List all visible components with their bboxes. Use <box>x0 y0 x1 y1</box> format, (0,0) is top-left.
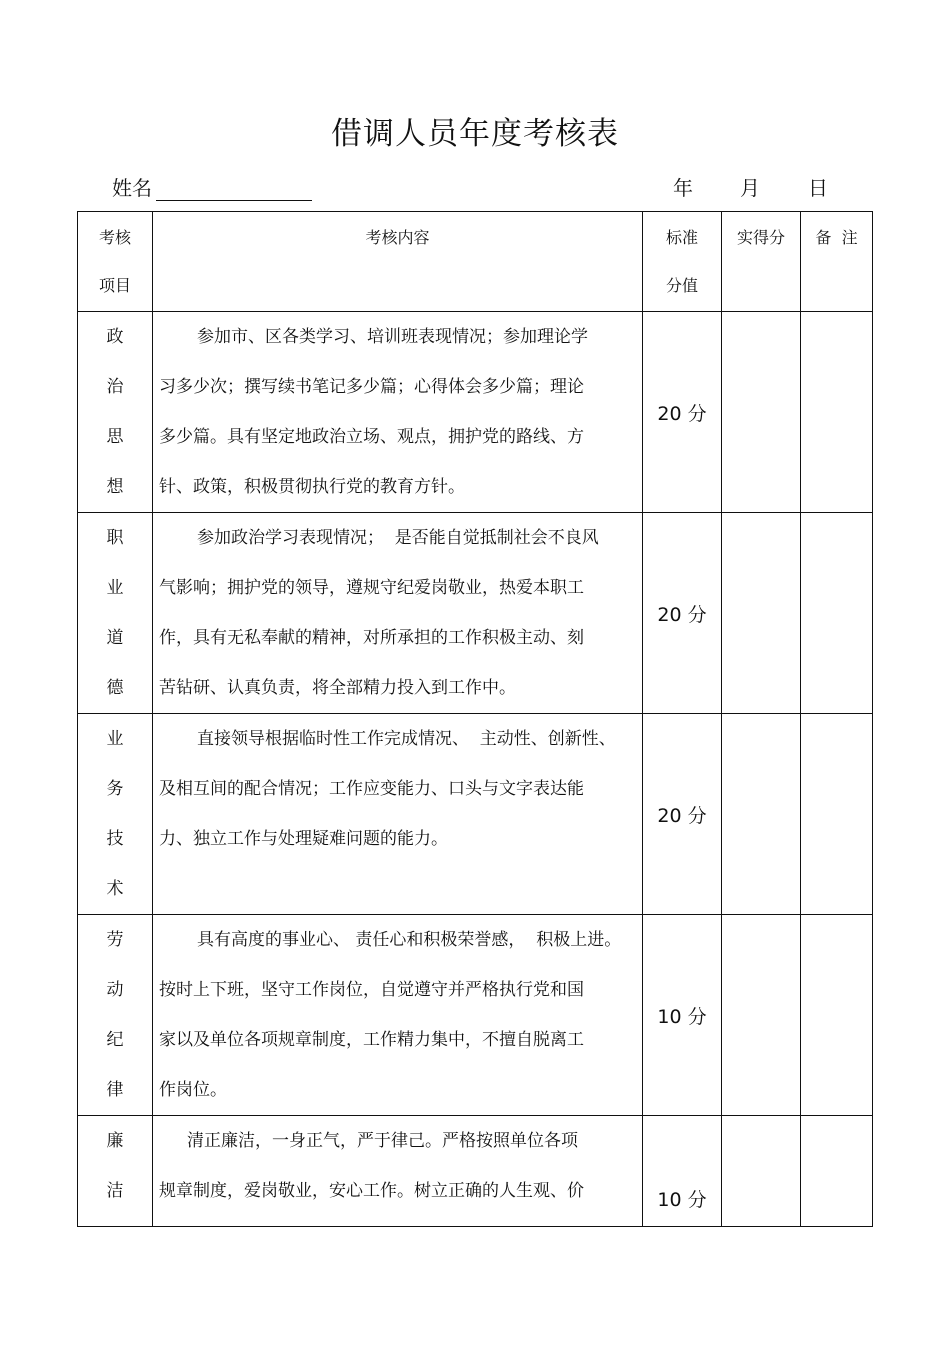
content-cell <box>153 915 643 1116</box>
category-char: 务 <box>106 779 124 799</box>
content-line: 规章制度，爱岗敬业，安心工作。树立正确的人生观、价 <box>159 1181 584 1201</box>
content-line: 具有高度的事业心、 责任心和积极荣誉感， 积极上进。 <box>197 930 622 950</box>
content-line: 力、独立工作与处理疑难问题的能力。 <box>159 829 448 849</box>
content-line: 作岗位。 <box>159 1080 227 1100</box>
content-line: 参加政治学习表现情况； 是否能自觉抵制社会不良风 <box>197 528 599 548</box>
category-char: 道 <box>106 628 124 648</box>
table-row <box>78 915 873 1116</box>
content-line: 苦钻研、认真负责，将全部精力投入到工作中。 <box>159 678 516 698</box>
category-char: 政 <box>106 327 124 347</box>
score-cell: 20 分 <box>643 312 722 513</box>
category-cell <box>78 513 153 714</box>
actual-score-cell[interactable] <box>722 714 801 915</box>
category-cell <box>78 312 153 513</box>
category-char: 职 <box>106 528 124 548</box>
content-line: 习多少次；撰写续书笔记多少篇；心得体会多少篇；理论 <box>159 377 584 397</box>
content-line: 家以及单位各项规章制度，工作精力集中，不擅自脱离工 <box>159 1030 584 1050</box>
category-char: 洁 <box>106 1181 124 1201</box>
category-char: 技 <box>106 829 124 849</box>
category-char: 劳 <box>106 930 124 950</box>
header-item-line2: 项目 <box>98 275 131 295</box>
actual-score-cell[interactable] <box>722 1116 801 1227</box>
name-underline <box>156 178 312 201</box>
header-item-line1: 考核 <box>98 227 131 247</box>
category-char: 业 <box>106 578 124 598</box>
actual-score-cell[interactable] <box>722 513 801 714</box>
actual-score-cell[interactable] <box>722 312 801 513</box>
score-cell: 10 分 <box>643 915 722 1116</box>
category-char: 纪 <box>106 1030 124 1050</box>
date-month: 月 <box>740 176 760 200</box>
category-char: 业 <box>106 729 124 749</box>
category-char: 律 <box>106 1080 124 1100</box>
category-cell <box>78 1116 153 1227</box>
content-line: 按时上下班，坚守工作岗位，自觉遵守并严格执行党和国 <box>159 980 584 1000</box>
content-cell <box>153 714 643 915</box>
content-line: 及相互间的配合情况；工作应变能力、口头与文字表达能 <box>159 779 584 799</box>
actual-score-cell[interactable] <box>722 915 801 1116</box>
header-standard-line1: 标准 <box>665 227 698 247</box>
table-row <box>78 513 873 714</box>
category-char: 术 <box>106 879 124 899</box>
name-label: 姓名 <box>112 176 152 200</box>
content-cell <box>153 312 643 513</box>
header-standard <box>643 212 722 312</box>
remark-cell[interactable] <box>801 312 873 513</box>
remark-cell[interactable] <box>801 915 873 1116</box>
content-line: 直接领导根据临时性工作完成情况、 主动性、创新性、 <box>197 729 616 749</box>
table-row <box>78 1116 873 1227</box>
content-cell <box>153 513 643 714</box>
score-cell: 20 分 <box>643 513 722 714</box>
category-char: 治 <box>106 377 124 397</box>
content-line: 作，具有无私奉献的精神，对所承担的工作积极主动、刻 <box>159 628 584 648</box>
content-line: 气影响；拥护党的领导，遵规守纪爱岗敬业，热爱本职工 <box>159 578 584 598</box>
remark-cell[interactable] <box>801 714 873 915</box>
header-content: 考核内容 <box>153 212 643 312</box>
remark-cell[interactable] <box>801 513 873 714</box>
category-char: 动 <box>106 980 124 1000</box>
remark-cell[interactable] <box>801 1116 873 1227</box>
content-cell <box>153 1116 643 1227</box>
header-row <box>78 212 873 312</box>
table-row <box>78 714 873 915</box>
content-line: 参加市、区各类学习、培训班表现情况；参加理论学 <box>197 327 588 347</box>
score-cell: 10 分 <box>643 1116 722 1227</box>
content-line: 针、政策，积极贯彻执行党的教育方针。 <box>159 477 465 497</box>
page-title: 借调人员年度考核表 <box>331 116 619 152</box>
date-year: 年 <box>673 176 693 200</box>
content-line: 清正廉洁，一身正气，严于律己。严格按照单位各项 <box>187 1131 578 1151</box>
category-char: 廉 <box>106 1131 124 1151</box>
header-actual: 实得分 <box>722 212 801 312</box>
assessment-table <box>77 211 873 1227</box>
header-standard-line2: 分值 <box>665 275 698 295</box>
category-cell <box>78 915 153 1116</box>
table-row <box>78 312 873 513</box>
name-field <box>112 172 312 201</box>
category-cell <box>78 714 153 915</box>
category-char: 想 <box>106 477 124 497</box>
header-remark: 备 注 <box>801 212 873 312</box>
category-char: 德 <box>106 678 124 698</box>
header-item <box>78 212 153 312</box>
category-char: 思 <box>106 427 124 447</box>
content-line: 多少篇。具有坚定地政治立场、观点，拥护党的路线、方 <box>159 427 584 447</box>
score-cell: 20 分 <box>643 714 722 915</box>
date-day: 日 <box>808 176 828 200</box>
